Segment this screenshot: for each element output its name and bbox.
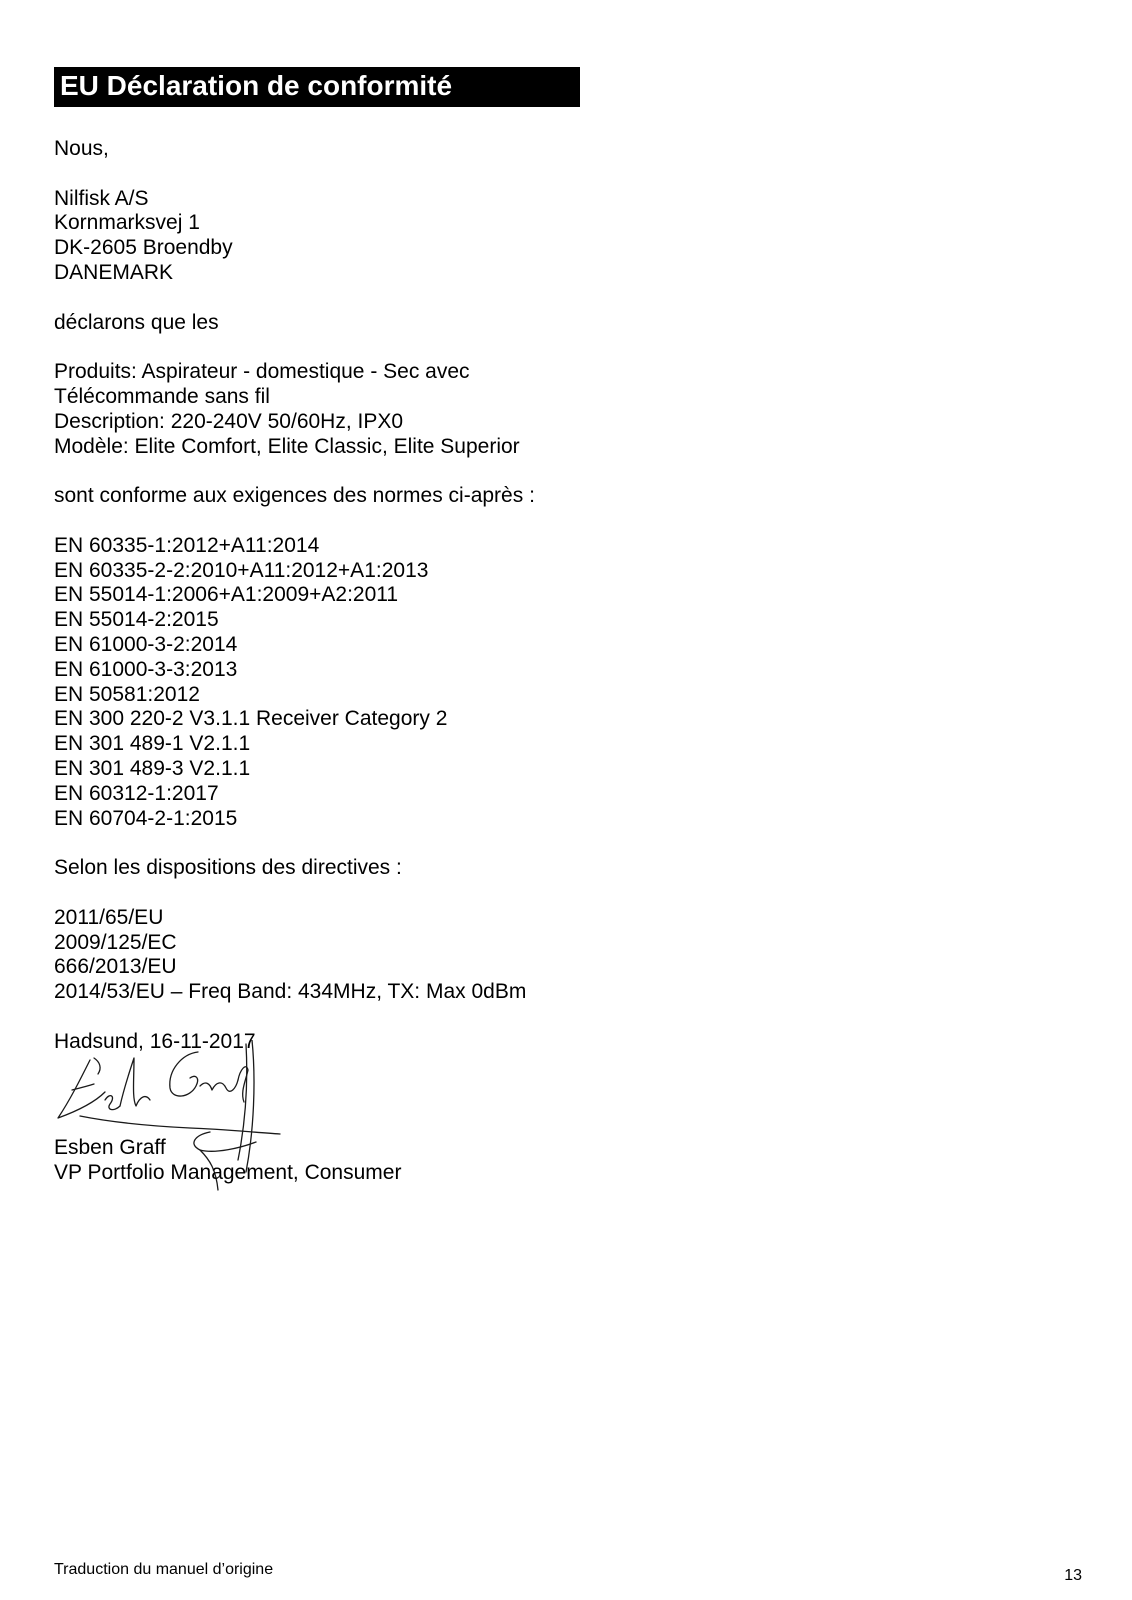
company-line: DK-2605 Broendby <box>54 236 233 260</box>
standard-item: EN 61000-3-2:2014 <box>54 632 238 656</box>
signer-title: VP Portfolio Management, Consumer <box>54 1160 402 1184</box>
standard-item: EN 55014-1:2006+A1:2009+A2:2011 <box>54 583 399 607</box>
company-line: Kornmarksvej 1 <box>54 211 200 235</box>
directive-item: 2014/53/EU – Freq Band: 434MHz, TX: Max 0dBm <box>54 980 527 1004</box>
company-line: Nilfisk A/S <box>54 186 149 210</box>
declare-text: déclarons que les <box>54 310 219 334</box>
standards-list <box>54 534 954 832</box>
directive-item: 2009/125/EC <box>54 930 177 954</box>
company-address <box>54 187 954 286</box>
declare-block <box>54 311 954 336</box>
intro-block <box>54 137 954 162</box>
standard-item: EN 60704-2-1:2015 <box>54 806 238 830</box>
standard-item: EN 50581:2012 <box>54 682 200 706</box>
signer-name: Esben Graff <box>54 1136 166 1159</box>
standard-item: EN 301 489-3 V2.1.1 <box>54 756 251 780</box>
place-date-block <box>54 1030 954 1055</box>
place-date: Hadsund, 16-11-2017 <box>54 1029 256 1053</box>
standard-item: EN 60312-1:2017 <box>54 781 219 805</box>
document-body <box>54 137 954 1054</box>
directive-item: 2011/65/EU <box>54 905 164 929</box>
footer-text: Traduction du manuel d’origine <box>54 1561 274 1578</box>
company-line: DANEMARK <box>54 260 174 284</box>
directives-list <box>54 906 954 1005</box>
standard-item: EN 60335-2-2:2010+A11:2012+A1:2013 <box>54 558 429 582</box>
conform-text: sont conforme aux exigences des normes ci-après : <box>54 484 535 508</box>
conform-block <box>54 484 954 509</box>
directives-intro-block <box>54 856 954 881</box>
signer-block <box>54 1136 401 1186</box>
standard-item: EN 61000-3-3:2013 <box>54 657 238 681</box>
directives-text: Selon les dispositions des directives : <box>54 856 402 880</box>
standard-item: EN 60335-1:2012+A11:2014 <box>54 533 320 557</box>
page-number: 13 <box>1064 1567 1082 1584</box>
product-info <box>54 360 954 459</box>
page-title: EU Déclaration de conformité <box>54 67 580 107</box>
product-line: Modèle: Elite Comfort, Elite Classic, Elite Superior <box>54 434 520 458</box>
product-line: Description: 220-240V 50/60Hz, IPX0 <box>54 409 404 433</box>
standard-item: EN 301 489-1 V2.1.1 <box>54 732 251 756</box>
intro-text: Nous, <box>54 137 109 160</box>
directive-item: 666/2013/EU <box>54 955 177 979</box>
standard-item: EN 300 220-2 V3.1.1 Receiver Category 2 <box>54 707 448 731</box>
product-line: Produits: Aspirateur - domestique - Sec avec <box>54 360 470 384</box>
standard-item: EN 55014-2:2015 <box>54 608 219 632</box>
product-line: Télécommande sans fil <box>54 384 270 408</box>
